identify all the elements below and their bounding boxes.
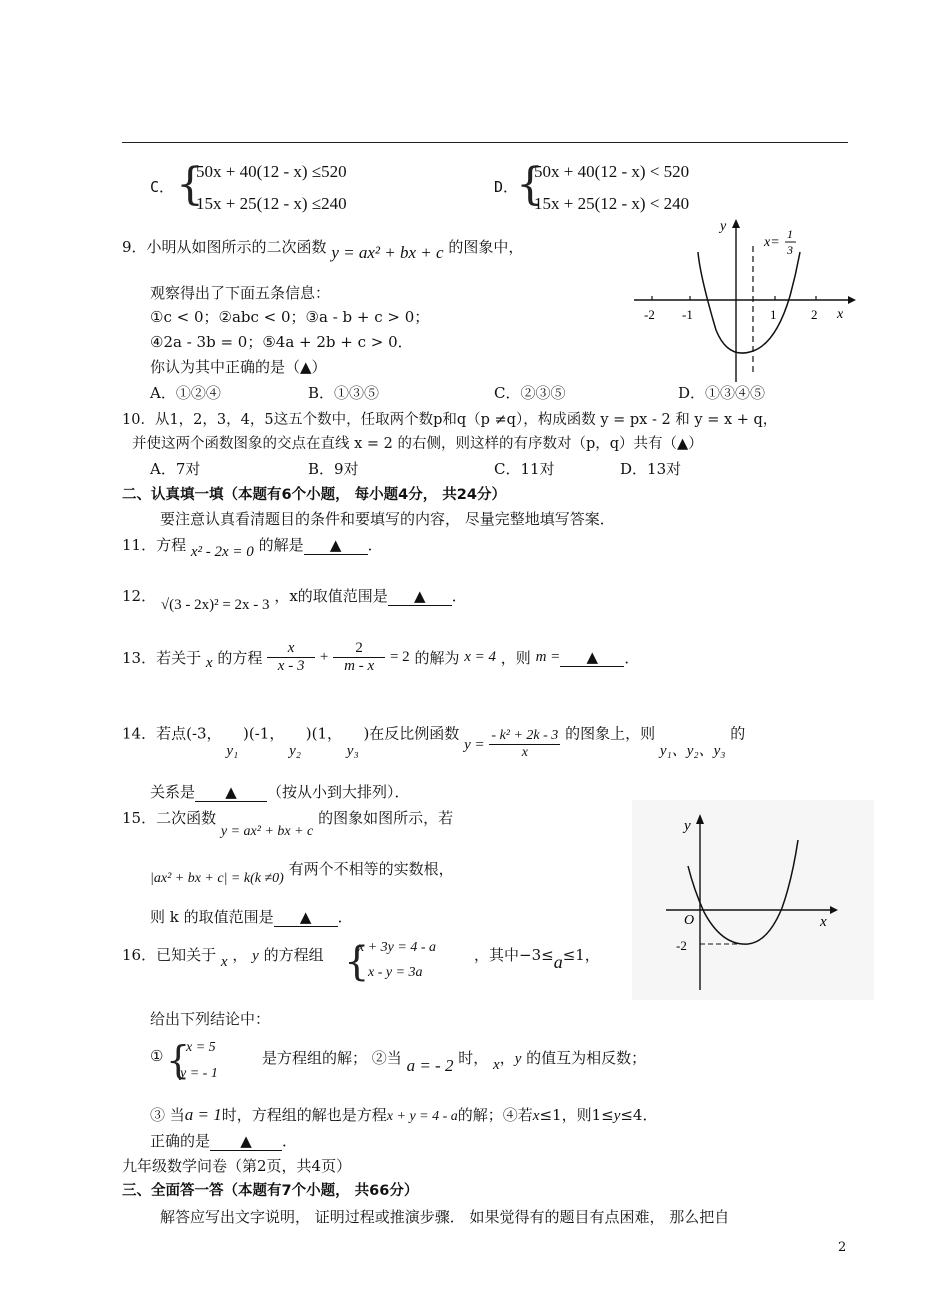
q16-line1-tail [474,944,600,972]
q13-tail: 的解为 [414,649,460,667]
q14-line2 [150,781,410,802]
q9-option-a: A．①②④ [150,384,221,402]
q14-line2-a: 关系是 [150,783,196,801]
q13-answer-blank[interactable]: ▲ [560,648,624,667]
page-footer: 九年级数学问卷（第2页，共4页） [122,1157,352,1175]
q16-c2-x: x [493,1057,500,1073]
q9-tick-2: 2 [811,307,818,322]
q13-prefix: 13．若关于 [122,649,202,667]
q15-line1 [122,807,454,839]
q16-conclusion-1-2: 是方程组的解； ②当 a = - 2 时， x，y 的值互为相反数； [262,1049,647,1075]
q9-tick-neg1: -1 [682,307,693,322]
q9-formula: y = ax² + bx + c [331,243,444,262]
q16-answer-line [150,1130,297,1151]
q11 [122,534,383,560]
q10-line1: 10．从1，2，3，4，5这五个数中，任取两个数p和q（p ≠q），构成函数 y = px - 2 和 y = x + q， [122,412,778,428]
q12-prefix: 12． [122,587,157,605]
q14-text-e: 的图象上，则 [565,724,656,743]
q11-suffix: 的解是 [258,536,304,554]
q14-text-b: )(-1， [243,724,285,743]
q11-formula: x² - 2x = 0 [190,544,254,560]
q10-option-a: A．7对 [150,460,201,478]
q16-mid: 的方程组 [263,946,324,964]
q14-y3: y₃ [346,742,359,759]
q15-line3 [150,906,353,927]
q15-min-label: -2 [676,938,687,953]
q14-text-c: )(1， [305,724,343,743]
q16-x: x [220,954,228,970]
q13-m: m = [535,649,561,665]
q16-c3-cond: a = 1 [184,1105,222,1124]
q16-c1-eq2: y = - 1 [180,1066,218,1081]
q16-c3-a: ③ 当 [150,1106,185,1124]
q14-func-lhs: y = [464,736,485,753]
q8-option-c-row2: 15x + 25(12 - x) ≤240 [196,194,347,213]
q16-c1-text: 是方程组的解； ②当 [262,1049,402,1067]
section2-note: 要注意认真看清题目的条件和要填写的内容， 尽量完整地填写答案． [160,510,615,528]
q15-origin: O [684,913,695,928]
q16-end: ． [282,1132,298,1150]
q16-c3-eq: x + y = 4 - a [386,1109,458,1124]
q10-option-b: B．9对 [308,460,359,478]
q10-option-d: D．13对 [620,460,682,478]
q8-option-c-brace: { [176,159,204,210]
q8-option-c-label: C． [150,178,175,196]
q9-y-arrow [732,219,740,228]
q15-x-label: x [820,914,827,930]
q14-y1: y₁ [226,742,239,759]
q9-tick-1: 1 [770,307,777,322]
q14-func-fraction: $\frac{\text{- k² + 2k - 3}}{x}$ [491,728,559,760]
q12-formula: √(3 - 2x)² = 2x - 3 [160,597,270,613]
q16-answer-label: 正确的是 [150,1132,211,1150]
q8-option-d-row1: 50x + 40(12 - x) < 520 [534,162,690,181]
q9-option-b: B．①③⑤ [308,384,380,402]
q15-line2-text: 有两个不相等的实数根， [288,860,454,878]
q16-c2-time: 时， [458,1049,489,1067]
q16-c3-b: 时，方程组的解也是方程 [221,1106,387,1124]
q16-eq2: x - y = 3a [368,965,423,980]
q16-system-brace: { [344,939,370,985]
q16-conclusion-3-4 [150,1104,657,1125]
q16-text-a: 16．已知关于 [122,946,217,964]
q13-mid: 的方程 [217,649,263,667]
q11-end: ． [367,536,383,554]
q16-eq1: x + 3y = 4 - a [358,940,436,955]
q16-c4-d: ≤1，则1≤ [539,1106,614,1124]
q14-line1 [122,718,746,760]
q12-answer-blank[interactable]: ▲ [388,587,452,606]
q14-y2: y₂ [289,742,301,759]
q16-c2-y: y [514,1051,522,1067]
q9-line1 [122,236,524,262]
q16-c1-eq1: x = 5 [186,1040,216,1055]
q16-c4-y: y [613,1108,621,1124]
q10-line2: 并使这两个函数图象的交点在直线 x = 2 的右侧，则这样的有序数对（p，q）共有（▲） [132,436,703,452]
page-number: 2 [838,1240,847,1255]
q14-text-a: 14．若点(-3， [122,724,222,743]
q15-abs-eq: |ax² + bx + c| = k(k ≠0) [150,871,284,886]
q16-comma: ， [232,946,248,964]
q14-list: y₁、y₂、y₃ [659,742,726,759]
q16-c4-e: ≤4． [620,1106,658,1124]
q16-text-c: ≤1， [562,946,600,964]
q9-x-arrow [848,296,856,304]
q8-option-d-brace: { [516,159,544,210]
q11-prefix: 11．方程 [122,536,187,554]
q15-formula: y = ax² + bx + c [220,824,314,839]
q10-option-c: C．11对 [494,460,555,478]
q14-text-d: )在反比例函数 [363,724,460,743]
q15-text-a: 15．二次函数 [122,809,217,827]
q9-tick-neg2: -2 [644,307,655,322]
q15-answer-blank[interactable]: ▲ [274,908,338,927]
section2-title: 二、认真填一填（本题有6个小题， 每小题4分， 共24分） [122,487,506,503]
q9-axis-note-num: 1 [787,227,793,241]
q13-plus: + [319,649,329,665]
q15-text-b: 的图象如图所示，若 [318,809,454,827]
q9-line5: 你认为其中正确的是（▲） [150,358,327,376]
q16-c3-c: 的解；④若 [457,1106,533,1124]
q9-axis-note-den: 3 [787,243,793,257]
q9-parabola-graph [630,216,860,386]
q11-answer-blank[interactable]: ▲ [304,536,368,555]
q9-line1-text-b: 的图象中， [448,238,524,256]
q16-c1-brace: { [166,1038,191,1082]
q13-solution: x = 4 [464,649,497,665]
q9-line4: ④2a - 3b = 0；⑤4a + 2b + c > 0． [150,333,413,351]
q9-y-label: y [720,219,727,234]
q16-conclusion-1-circle: ① [150,1047,164,1065]
header-rule [122,142,848,143]
q12-suffix: ，x的取值范围是 [274,587,388,605]
q15-parabola-graph [632,800,874,1000]
q15-line3-text: 则 k 的取值范围是 [150,908,274,926]
q16-c4-x: x [532,1108,540,1124]
q9-parabola-curve [698,252,800,353]
q13-then: ，则 [500,649,531,667]
q13-fraction-1: $\frac{x}{x - 3}$ [267,640,315,675]
q8-option-c-row1: 50x + 40(12 - x) ≤520 [196,162,347,181]
q16-a: a [553,952,563,972]
q16-text-b: ，其中−3≤ [474,946,554,964]
q16-line2: 给出下列结论中： [150,1010,271,1028]
q8-option-d-row2: 15x + 25(12 - x) < 240 [534,194,690,213]
q16-line1 [122,944,324,970]
q13-var: x [205,655,213,671]
q12-end: ． [451,587,467,605]
q16-answer-blank[interactable]: ▲ [210,1132,282,1151]
q9-line2: 观察得出了下面五条信息： [150,284,331,302]
q13-end: ． [624,649,640,667]
q14-line2-b: （按从小到大排列）． [267,783,410,801]
q16-y: y [252,948,259,964]
q13 [122,640,639,675]
section3-note: 解答应写出文字说明， 证明过程或推演步骤． 如果觉得有的题目有点困难， 那么把自 [160,1208,730,1226]
q15-y-label: y [684,818,691,834]
q15-line2 [150,858,454,886]
q9-x-label: x [837,307,844,322]
q13-fraction-2: $\frac{2}{m - x}$ [333,640,385,675]
q8-option-d-label: D． [494,178,519,196]
q12 [122,585,467,613]
q14-text-f: 的 [730,724,746,743]
q9-axis-note: x= [764,235,780,250]
q9-line3: ①c < 0；②abc < 0；③a - b + c > 0； [150,308,430,326]
section3-title: 三、全面答一答（本题有7个小题， 共66分） [122,1183,419,1199]
q16-c2-text: 的值互为相反数； [526,1049,647,1067]
q9-option-d: D．①③④⑤ [678,384,766,402]
q14-answer-blank[interactable]: ▲ [195,783,267,802]
q16-c2-cond: a = - 2 [406,1056,454,1075]
q9-line1-text-a: 9．小明从如图所示的二次函数 [122,238,327,256]
q15-end: ． [337,908,353,926]
q9-option-c: C．②③⑤ [494,384,566,402]
q13-eq: = 2 [389,649,410,665]
